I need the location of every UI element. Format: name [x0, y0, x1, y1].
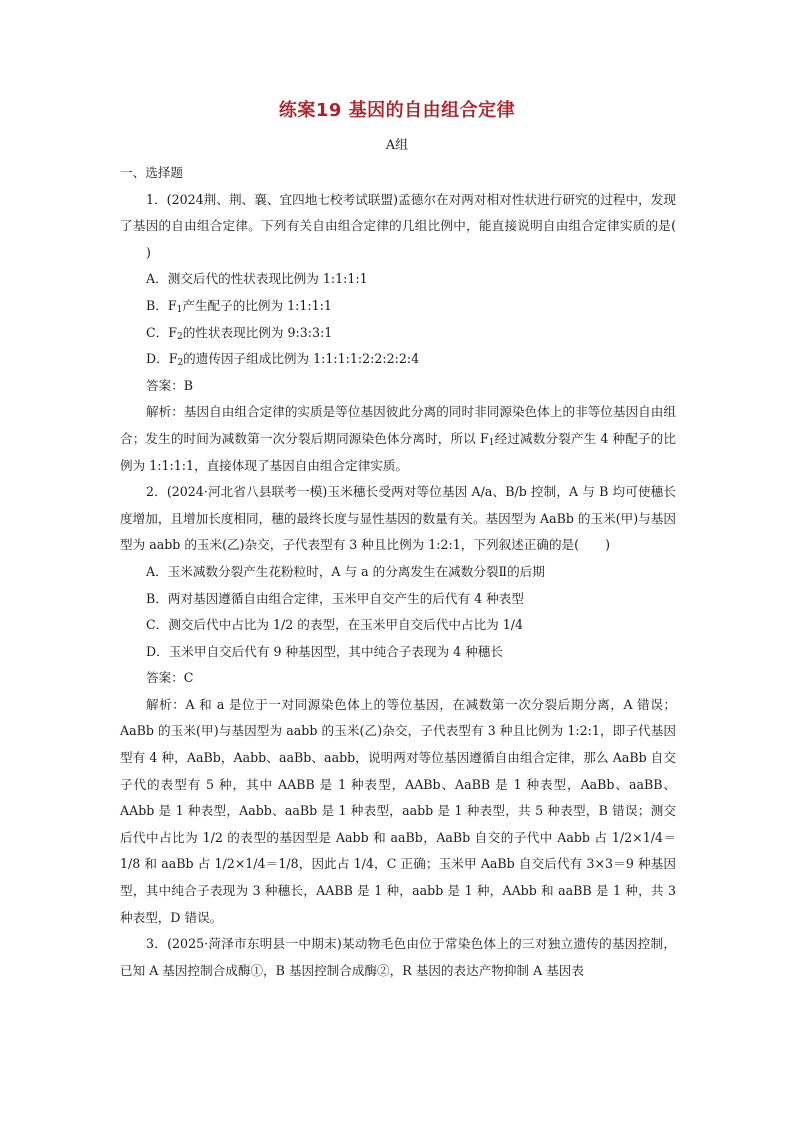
option-d-prefix: D．F	[146, 351, 178, 367]
option-c-prefix: C．F	[146, 324, 177, 340]
analysis-1-text-end: 经过减数分裂产生 4 种配子的比例为 1:1:1:1，直接体现了基因自由组合定律实质。	[120, 430, 676, 473]
question-2-analysis: 解析：A 和 a 是位于一对同源染色体上的等位基因，在减数第一次分裂后期分离，A 错误；AaBb 的玉米(甲)与基因型为 aabb 的玉米(乙)杂交，子代表型有 3 种且比例为 1:2:1，即子代基因型有 4 种，AaBb，Aabb、aaBb、aabb，说明两对等位基因遵循自由组合定律，那么 AaBb 自交子代的表型有 5 种，其中 AABB 是 1 种表型，AABb、AaBB 是 1 种表型，AaBb、aaBB、AAbb 是 1 种表型，Aabb、aaBb 是 1 种表型，aabb 是 1 种表型，共 5 种表型，B 错误；测交后代中占比为 1/2 的表型的基因型是 Aabb 和 aaBb，AaBb 自交的子代中 Aabb 占 1/2×1/4＝1/8 和 aaBb 占 1/2×1/4＝1/8，因此占 1/4，C 正确；玉米甲 AaBb 自交后代有 3×3＝9 种基因型，其中纯合子表现为 3 种穗长，AABB 是 1 种，aabb 是 1 种，AAbb 和 aaBB 是 1 种，共 3 种表型，D 错误。	[120, 696, 676, 925]
question-1-option-d	[120, 346, 676, 373]
question-2-text: 2．(2024·河北省八县联考一模)玉米穗长受两对等位基因 A/a、B/b 控制，A 与 B 均可使穗长度增加，且增加长度相同，穗的最终长度与显性基因的数量有关。基因型为 AaBb 的玉米(甲)与基因型为 aabb 的玉米(乙)杂交，子代表型有 3 种且比例为 1:2:1，下列叙述正确的是(	[120, 484, 676, 553]
question-1-text: 1．(2024荆、荆、襄、宜四地七校考试联盟)孟德尔在对两对相对性状进行研究的过程中，发现了基因的自由组合定律。下列有关自由组合定律的几组比例中，能直接说明自由组合定律实质的是(	[120, 191, 676, 234]
question-2-stem	[120, 479, 676, 559]
analysis-1-text: 解析：基因自由组合定律的实质是等位基因彼此分离的同时非同源染色体上的非等位基因自由组合；发生的时间为减数第一次分裂后期同源染色体分离时，所以 F	[120, 404, 676, 446]
question-1-paren: )	[146, 244, 151, 260]
question-2-answer: 答案：C	[146, 670, 194, 686]
question-1-stem	[120, 187, 676, 267]
option-b-text: 产生配子的比例为 1:1:1:1	[182, 297, 332, 313]
option-b-subscript: 1	[176, 304, 183, 315]
analysis-1-subscript: 1	[488, 437, 495, 448]
question-2-option-d: D．玉米甲自交后代有 9 种基因型，其中纯合子表现为 4 种穗长	[146, 643, 503, 659]
question-2-option-a: A．玉米减数分裂产生花粉粒时，A 与 a 的分离发生在减数分裂Ⅱ的后期	[146, 563, 545, 579]
question-2-option-b: B．两对基因遵循自由组合定律，玉米甲自交产生的后代有 4 种表型	[146, 590, 524, 606]
question-2-option-c: C．测交后代中占比为 1/2 的表型，在玉米甲自交后代中占比为 1/4	[146, 617, 524, 633]
option-c-subscript: 2	[176, 331, 183, 342]
option-c-text: 的性状表现比例为 9:3:3:1	[182, 324, 333, 340]
question-1-analysis	[120, 399, 676, 479]
question-1-option-a: A．测交后代的性状表现比例为 1:1:1:1	[146, 271, 368, 287]
group-heading: A组	[385, 138, 409, 153]
question-1-answer: 答案：B	[146, 377, 194, 393]
question-1-option-b	[120, 293, 676, 320]
option-d-subscript: 2	[177, 358, 184, 369]
option-b-prefix: B．F	[146, 297, 177, 313]
question-2-paren: )	[605, 537, 610, 553]
question-1-option-c	[120, 320, 676, 347]
section-heading: 一、选择题	[120, 165, 183, 180]
page-title: 练案19 基因的自由组合定律	[278, 100, 516, 121]
question-3-stem: 3．(2025·菏泽市东明县一中期末)某动物毛色由位于常染色体上的三对独立遗传的基因控制，已知 A 基因控制合成酶①，B 基因控制合成酶②，R 基因的表达产物抑制 A 基因表	[120, 936, 676, 978]
document-body	[120, 160, 676, 984]
option-d-text: 的遗传因子组成比例为 1:1:1:1:2:2:2:2:4	[183, 351, 420, 367]
